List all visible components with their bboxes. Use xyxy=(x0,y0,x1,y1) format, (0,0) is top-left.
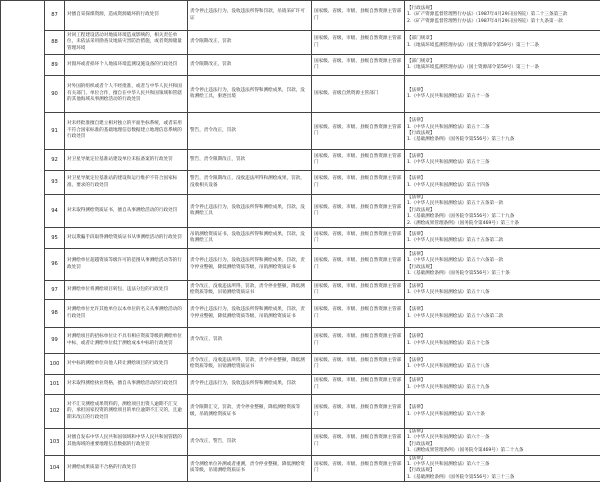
legal-basis xyxy=(405,171,600,195)
legal-basis-line: 1.《基础测绘条例》（国务院令第556号）第三十条 xyxy=(407,270,510,276)
blank-cell xyxy=(1,76,45,113)
penalty-type: 责令停止违法行为，没收违法所得和罚款，吊销采矿许可证 xyxy=(188,1,312,31)
legal-basis-line: 【行政法规】 xyxy=(407,468,435,474)
row-number: 102 xyxy=(45,395,65,429)
implementing-dept: 国家级、省级、市级、县级自然资源主管部门 xyxy=(312,300,405,328)
penalty-type: 责令限期改正，罚款 xyxy=(188,55,312,76)
legal-basis xyxy=(405,354,600,375)
table-row xyxy=(1,76,600,113)
blank-cell xyxy=(1,429,45,456)
item-name: 对测绘成果质量不合格的行政处罚 xyxy=(65,455,188,482)
row-number: 95 xyxy=(45,228,65,249)
blank-cell xyxy=(1,171,45,195)
item-name: 对未取得测绘执业资格，擅自从事测绘活动的行政处罚 xyxy=(65,375,188,395)
table-row xyxy=(1,55,600,76)
item-name: 对测绘单位超越资质等级许可的范围从事测绘活动等的行政处罚 xyxy=(65,249,188,281)
item-name: 对卫星导航定位基准站建设单位未报备案的行政处罚 xyxy=(65,150,188,171)
penalty-type: 责令改正，没收违法所得，罚款，责令停业整顿，降低测绘资质等级，吊销测绘资质证书 xyxy=(188,354,312,375)
row-number: 88 xyxy=(45,31,65,55)
blank-cell xyxy=(1,354,45,375)
legal-basis-line: 1.《基础测绘条例》（国务院令第556号）第三十九条 xyxy=(407,137,515,143)
implementing-dept: 国家级、省级、市级、县级自然资源主管部门 xyxy=(312,55,405,76)
legal-basis-line: 【法律】 xyxy=(407,334,426,340)
row-number: 99 xyxy=(45,328,65,354)
table-row xyxy=(1,113,600,150)
table-row xyxy=(1,395,600,429)
item-name: 对测绘单位将测绘项目转包、违法分包的行政处罚 xyxy=(65,281,188,300)
legal-basis-line: 【行政法规】 xyxy=(407,131,435,136)
implementing-dept: 国家级、省级、市级、县级自然资源主管部门 xyxy=(312,375,405,395)
legal-basis-line: 【行政法规】 xyxy=(407,264,435,270)
legal-basis-line: 1.《中华人民共和国测绘法》第五十三条 xyxy=(407,160,490,165)
table-row xyxy=(1,300,600,328)
table-row xyxy=(1,228,600,249)
legal-basis-line: 【行政法规】 xyxy=(407,441,435,447)
penalty-type: 责令限期汇交，罚款，责令停业整顿，降低测绘资质等级，吊销测绘资质证书 xyxy=(188,395,312,429)
implementing-dept: 国家级、省级、市级、县级自然资源主管部门 xyxy=(312,395,405,429)
implementing-dept: 国家级、省级、市级、县级自然资源主管部门 xyxy=(312,354,405,375)
row-number: 94 xyxy=(45,195,65,228)
legal-basis-line: 1.《中华人民共和国测绘法》第五十五条第一款 xyxy=(407,201,504,207)
row-number: 96 xyxy=(45,249,65,281)
legal-basis-line: 1.《中华人民共和国测绘法》第六十三条 xyxy=(407,462,490,468)
row-number: 101 xyxy=(45,375,65,395)
item-name: 对擅自采探煤资源，造成资源破坏的行政处罚 xyxy=(65,1,188,31)
table-row xyxy=(1,328,600,354)
item-name: 对卫星导航定位基准站的建设和运行维护不符合国家标准、要求的行政处罚 xyxy=(65,171,188,195)
row-number: 98 xyxy=(45,300,65,328)
row-number: 92 xyxy=(45,150,65,171)
table-row xyxy=(1,31,600,55)
legal-basis-line: 1.《中华人民共和国测绘法》第五十五条第二款 xyxy=(407,238,504,244)
legal-basis-line: 【法律】 xyxy=(407,378,426,384)
legal-basis-line: 【部门规章】 xyxy=(407,58,435,64)
row-number: 103 xyxy=(45,429,65,456)
implementing-dept: 国家级、省级自然资源主管部门 xyxy=(312,76,405,113)
legal-basis xyxy=(405,249,600,281)
legal-basis xyxy=(405,228,600,249)
row-number: 104 xyxy=(45,455,65,482)
penalty-type: 警告，责令改正，罚款 xyxy=(188,113,312,150)
row-number: 97 xyxy=(45,281,65,300)
legal-basis-line: 1.《中华人民共和国测绘法》第五十六条第二款 xyxy=(407,313,504,319)
row-number: 100 xyxy=(45,354,65,375)
legal-basis-line: 1.《中华人民共和国测绘法》第六十一条 xyxy=(407,435,490,441)
penalty-type: 责令测绘单位补测或者重测，责令停业整顿，降低测绘资质等级，吊销测绘资质证书 xyxy=(188,455,312,482)
table-row xyxy=(1,249,600,281)
legal-basis-line: 1.《中华人民共和国测绘法》第六十条 xyxy=(407,411,485,417)
blank-cell xyxy=(1,31,45,55)
legal-basis xyxy=(405,76,600,113)
legal-basis-line: 【法律】 xyxy=(407,429,426,435)
item-name: 对中标的测绘单位向他人转让测绘项目的行政处罚 xyxy=(65,354,188,375)
row-number: 93 xyxy=(45,171,65,195)
penalty-type: 警告，责令限期改正，没收违法所得和测绘成果，罚款，没收相关设备 xyxy=(188,171,312,195)
penalty-type: 责令停止违法行为，没收违法所得和测绘成果，罚款 xyxy=(188,375,312,395)
blank-cell xyxy=(1,395,45,429)
table-row xyxy=(1,429,600,456)
legal-basis xyxy=(405,395,600,429)
legal-basis-line: 【法律】 xyxy=(407,195,426,200)
legal-basis-line: 1.《地质环境监测管理办法》（国土资源部令第59号）第三十二条 xyxy=(407,42,539,48)
legal-basis-line: 【行政法规】 xyxy=(407,207,435,213)
blank-cell xyxy=(1,281,45,300)
table-row xyxy=(1,1,600,31)
legal-basis xyxy=(405,281,600,300)
item-name: 对以欺骗手段取得测绘资质证书从事测绘活动的行政处罚 xyxy=(65,228,188,249)
legal-basis-line: 【法律】 xyxy=(407,455,426,461)
implementing-dept: 国家级、省级、市级、县级自然资源主管部门 xyxy=(312,113,405,150)
implementing-dept: 国家级、省级、市级、县级自然资源主管部门 xyxy=(312,228,405,249)
table-row xyxy=(1,195,600,228)
item-name: 对回工程建设活动对地质环境造成影响的，相关责任单位，未依法采用勘查及地质灾害防治措施，或者资源储量管理环境 xyxy=(65,31,188,55)
implementing-dept: 国家级、省级、市级、县级自然资源主管部门 xyxy=(312,1,405,31)
penalty-type: 责令改正，没收违法所得，罚款，责令停业整顿，降低测绘资质等级，吊销测绘资质证书 xyxy=(188,281,312,300)
legal-basis-line: 【法律】 xyxy=(407,176,426,182)
legal-basis xyxy=(405,375,600,395)
legal-basis xyxy=(405,328,600,354)
legal-basis-line: 1.《中华人民共和国测绘法》第五十八条 xyxy=(407,364,490,370)
penalty-type: 责令停止违法行为，没收违法所得和测绘成果，罚款，没收测绘工具，驱逐出境 xyxy=(188,76,312,113)
legal-basis-line: 1.《基础测绘条例》（国务院令第556号）第三十三条 xyxy=(407,474,515,480)
blank-cell xyxy=(1,328,45,354)
item-name: 对不汇交测绘成果资料的，测绘项目出资人逾期不汇交的，承担国家投资的测绘项目的单位逾期不汇交的，且逾期未改正的行政处罚 xyxy=(65,395,188,429)
table-row xyxy=(1,281,600,300)
table-row xyxy=(1,150,600,171)
table-row xyxy=(1,171,600,195)
legal-basis-line: 1.《矿产资源监督管理暂行办法》（1987年4月29日国务院）第二十三条第三款 xyxy=(407,12,568,18)
legal-basis xyxy=(405,55,600,76)
legal-basis-line: 【法律】 xyxy=(407,231,426,237)
legal-basis-line: 【法律】 xyxy=(407,153,426,159)
blank-cell xyxy=(1,375,45,395)
row-number: 90 xyxy=(45,76,65,113)
table-row xyxy=(1,354,600,375)
row-number: 91 xyxy=(45,113,65,150)
implementing-dept: 国家级、省级、市级、县级自然资源主管部门 xyxy=(312,429,405,456)
blank-cell xyxy=(1,195,45,228)
blank-cell xyxy=(1,455,45,482)
blank-cell xyxy=(1,300,45,328)
legal-basis xyxy=(405,113,600,150)
legal-basis-line: 1.《地质环境监测管理办法》（国土资源部令第59号）第三十一条 xyxy=(407,65,539,70)
table-body xyxy=(1,1,600,482)
implementing-dept: 国家级、省级、市级、县级自然资源主管部门 xyxy=(312,150,405,171)
item-name: 对擅自发布中华人民共和国领域和中华人民共和国管辖的其他海域的重要地理信息数据的行政处罚 xyxy=(65,429,188,456)
legal-basis-line: 【部门规章】 xyxy=(407,36,435,42)
blank-cell xyxy=(1,150,45,171)
legal-basis xyxy=(405,195,600,228)
row-number: 89 xyxy=(45,55,65,76)
penalty-type: 责令改正，警告，罚款 xyxy=(188,429,312,456)
legal-basis-line: 1.《中华人民共和国测绘法》第五十二条 xyxy=(407,124,490,130)
legal-basis-line: 1.《中华人民共和国测绘法》第五十七条 xyxy=(407,340,490,346)
implementing-dept: 国家级、省级、市级、县级自然资源主管部门 xyxy=(312,455,405,482)
legal-basis-line: 【法律】 xyxy=(407,251,426,257)
legal-basis-line: 2.《矿产资源监督管理暂行办法》（1987年4月29日国务院）第十九条第一款 xyxy=(407,18,563,24)
legal-basis-line: 【法律】 xyxy=(407,283,426,289)
penalty-type: 警告，责令限期改正，罚款 xyxy=(188,150,312,171)
implementing-dept: 国家级、省级、市级、县级自然资源主管部门 xyxy=(312,31,405,55)
blank-cell xyxy=(1,55,45,76)
legal-basis-line: 1.《测绘成果管理条例》（国务院令第469号）第二十九条 xyxy=(407,448,524,454)
blank-cell xyxy=(1,113,45,150)
legal-basis-line: 1.《基础测绘条例》（国务院令第556号）第二十九条 xyxy=(407,214,515,220)
legal-basis-line: 1.《中华人民共和国测绘法》第五十六条第一款 xyxy=(407,258,504,264)
item-name: 对测绘项目的招标单位让不具有相应资质等级的测绘单位中标，或者让测绘单位低于测绘成本中标的行政处罚 xyxy=(65,328,188,354)
table-row xyxy=(1,375,600,395)
penalty-type: 责令限期改正，罚款 xyxy=(188,31,312,55)
legal-basis xyxy=(405,455,600,482)
legal-basis xyxy=(405,31,600,55)
legal-basis-line: 2.《测绘成果管理条例》（国务院令第469号）第三十条 xyxy=(407,220,519,226)
legal-basis-line: 1.《中华人民共和国测绘法》第五十八条 xyxy=(407,290,490,296)
table-row xyxy=(1,455,600,482)
legal-basis-line: 1.《中华人民共和国测绘法》第五十九条 xyxy=(407,384,490,390)
legal-basis-line: 1.《中华人民共和国测绘法》第五十一条 xyxy=(407,94,490,99)
item-name: 对外国的组织或者个人不经批准，或者与中华人民共和国有关部门、单位合作，擅自在中华人民共和国领域和管辖的其他海域从事测绘活动的行政处罚 xyxy=(65,76,188,113)
penalty-type: 责令停止违法行为，没收违法所得和测绘成果，罚款，没收测绘工具 xyxy=(188,195,312,228)
blank-cell xyxy=(1,1,45,31)
blank-cell xyxy=(1,249,45,281)
legal-basis-line: 1.《中华人民共和国测绘法》第五十四条 xyxy=(407,182,490,188)
implementing-dept: 国家级、省级、市级、县级自然资源主管部门 xyxy=(312,328,405,354)
row-number: 87 xyxy=(45,1,65,31)
legal-basis xyxy=(405,429,600,456)
legal-basis-line: 【法律】 xyxy=(407,357,426,363)
legal-basis-line: 【行政法规】 xyxy=(407,5,435,11)
legal-basis-line: 【法律】 xyxy=(407,405,426,411)
item-name: 对测绘单位允许其他单位以本单位的名义从事测绘活动的行政处罚 xyxy=(65,300,188,328)
item-name: 对毁坏或者损坏个人地质环境监测设施设备的行政处罚 xyxy=(65,55,188,76)
implementing-dept: 国家级、省级、市级、县级自然资源主管部门 xyxy=(312,281,405,300)
legal-basis xyxy=(405,1,600,31)
implementing-dept: 国家级、省级、市级、县级自然资源主管部门 xyxy=(312,195,405,228)
penalty-type: 吊销测绘资质证书，没收违法所得和测绘成果，罚款，没收测绘工具 xyxy=(188,228,312,249)
implementing-dept: 国家级、省级、市级、县级自然资源主管部门 xyxy=(312,171,405,195)
item-name: 对未取得测绘资质证书，擅自从事测绘活动的行政处罚 xyxy=(65,195,188,228)
blank-cell xyxy=(1,228,45,249)
legal-basis xyxy=(405,150,600,171)
legal-basis-line: 【法律】 xyxy=(407,87,426,93)
penalty-type: 责令停止违法行为，没收违法所得和测绘成果，罚款，责令停业整顿，降低测绘资质等级，吊销测绘资质证书 xyxy=(188,249,312,281)
penalty-type: 责令停止违法行为，没收违法所得和测绘成果，罚款，责令停业整顿，降低测绘资质等级，吊销测绘资质证书 xyxy=(188,300,312,328)
legal-basis xyxy=(405,300,600,328)
implementing-dept: 国家级、省级、市级、县级自然资源主管部门 xyxy=(312,249,405,281)
legal-basis-line: 【法律】 xyxy=(407,307,426,313)
item-name: 对未经批准擅自建立相对独立的平面坐标系统，或者采用不符合国家标准的基础地理信息数据建立地理信息系统的行政处罚 xyxy=(65,113,188,150)
penalty-type: 责令改正，罚款 xyxy=(188,328,312,354)
legal-basis-line: 【法律】 xyxy=(407,118,426,124)
